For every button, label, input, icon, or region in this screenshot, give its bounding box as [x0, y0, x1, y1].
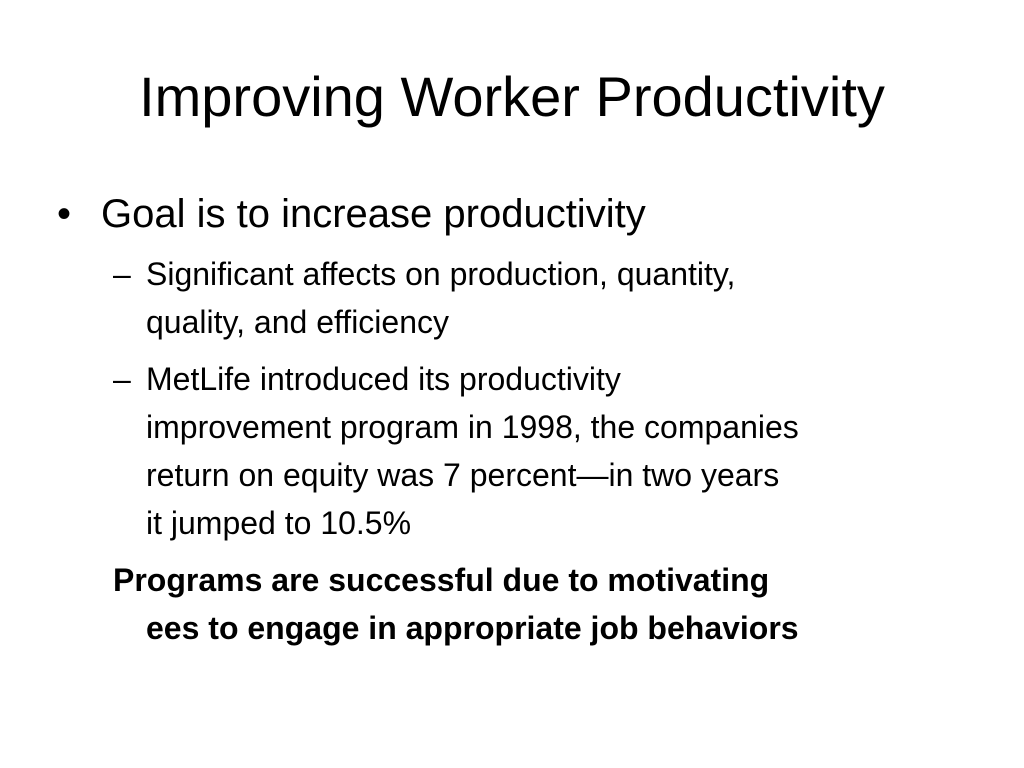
- bold-note-line: Programs are successful due to motivating: [113, 562, 770, 598]
- slide-title: Improving Worker Productivity: [139, 65, 885, 128]
- bullet-text: Goal is to increase productivity: [101, 192, 646, 236]
- sub-bullet-line: Significant affects on production, quantity,: [146, 256, 736, 292]
- sub-bullet-line: improvement program in 1998, the companies: [146, 409, 799, 445]
- sub-bullet-item: [113, 355, 973, 547]
- sub-bullet-line: it jumped to 10.5%: [146, 505, 412, 541]
- sub-bullet-line: MetLife introduced its productivity: [146, 361, 621, 397]
- dash-icon: –: [113, 361, 131, 397]
- dash-icon: –: [113, 256, 131, 292]
- bullet-dot-icon: •: [57, 192, 72, 236]
- bold-note-line: ees to engage in appropriate job behaviors: [146, 610, 799, 646]
- sub-bullet-line: quality, and efficiency: [146, 304, 449, 340]
- sub-bullet-line: return on equity was 7 percent—in two years: [146, 457, 780, 493]
- bold-note: [113, 556, 993, 652]
- sub-bullet-item: [113, 250, 973, 346]
